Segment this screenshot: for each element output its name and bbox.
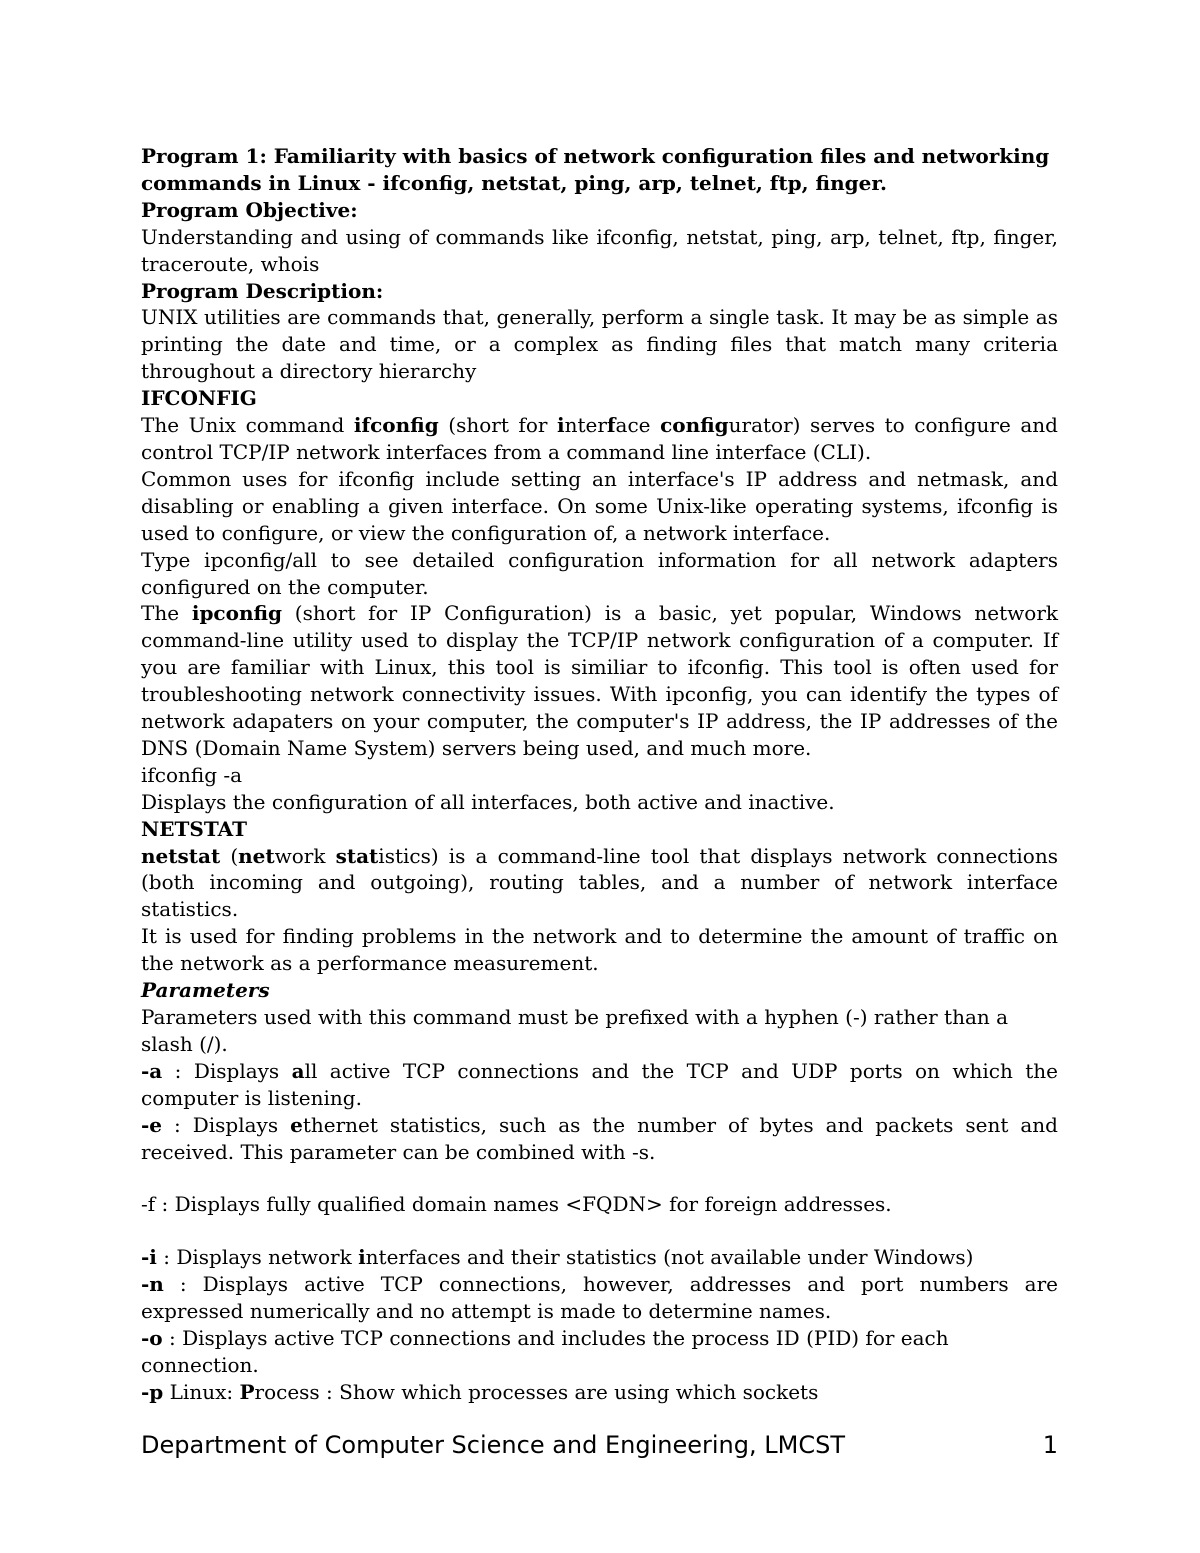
netstat-heading: NETSTAT [141,816,247,841]
netstat-paragraph-2: It is used for finding problems in the network and to determine the amount of traffic on the network as a performance measurement. [141,924,1058,976]
description-heading: Program Description: [141,278,384,303]
spacer [141,1218,1058,1244]
ifconfig-command: ifconfig -a [141,762,243,787]
param-f: -f : Displays fully qualified domain names <FQDN> for foreign addresses. [141,1192,892,1217]
param-i: -i : Displays network interfaces and their statistics (not available under Windows) [141,1245,974,1270]
param-e: -e : Displays ethernet statistics, such as the number of bytes and packets sent and received. This parameter can be combined with -s. [141,1112,1058,1164]
program-title: Program 1: Familiarity with basics of network configuration files and networking commands in Linux - ifconfig, netstat, ping, arp, telnet, ftp, finger. [141,144,1050,195]
objective-heading: Program Objective: [141,197,358,222]
netstat-paragraph-1: netstat (network statistics) is a command-line tool that displays network connections (both incoming and outgoing), routing tables, and a number of network interface statistics. [141,843,1058,922]
param-a: -a : Displays all active TCP connections and the TCP and UDP ports on which the computer is listening. [141,1058,1058,1110]
ifconfig-heading: IFCONFIG [141,386,257,411]
page-footer [141,1430,1058,1460]
ifconfig-command-description: Displays the configuration of all interfaces, both active and inactive. [141,789,835,814]
ifconfig-paragraph-1: The Unix command ifconfig (short for interface configurator) serves to configure and control TCP/IP network interfaces from a command line interface (CLI). [141,413,1058,464]
param-n: -n : Displays active TCP connections, however, addresses and port numbers are expressed numerically and no attempt is made to determine names. [141,1272,1058,1324]
parameters-heading: Parameters [141,978,270,1003]
ifconfig-paragraph-2: Common uses for ifconfig include setting an interface's IP address and netmask, and disabling or enabling a given interface. On some Unix-like operating systems, ifconfig is used to configure, or view the configuration of, a network interface. [141,466,1058,545]
param-o: -o : Displays active TCP connections and includes the process ID (PID) for each connection. [141,1326,949,1377]
ifconfig-paragraph-3: Type ipconfig/all to see detailed configuration information for all network adapters configured on the computer. [141,547,1058,599]
page-number: 1 [1042,1431,1058,1459]
description-text: UNIX utilities are commands that, generally, perform a single task. It may be as simple as printing the date and time, or a complex as finding files that match many criteria throughout a directory hierarchy [141,305,1058,384]
objective-text: Understanding and using of commands like ifconfig, netstat, ping, arp, telnet, ftp, finger, traceroute, whois [141,224,1058,276]
document-body [141,143,1058,1406]
parameters-intro: Parameters used with this command must be prefixed with a hyphen (-) rather than a slash (/). [141,1005,1009,1056]
param-p: -p Linux: Process : Show which processes are using which sockets [141,1379,819,1404]
footer-department: Department of Computer Science and Engineering, LMCST [141,1431,845,1459]
ipconfig-paragraph: The ipconfig (short for IP Configuration) is a basic, yet popular, Windows network command-line utility used to display the TCP/IP network configuration of a computer. If you are familiar with Linux, this tool is similiar to ifconfig. This tool is often used for troubleshooting network connectivity issues. With ipconfig, you can identify the types of network adapaters on your computer, the computer's IP address, the IP addresses of the DNS (Domain Name System) servers being used, and much more. [141,601,1058,760]
spacer [141,1165,1058,1191]
